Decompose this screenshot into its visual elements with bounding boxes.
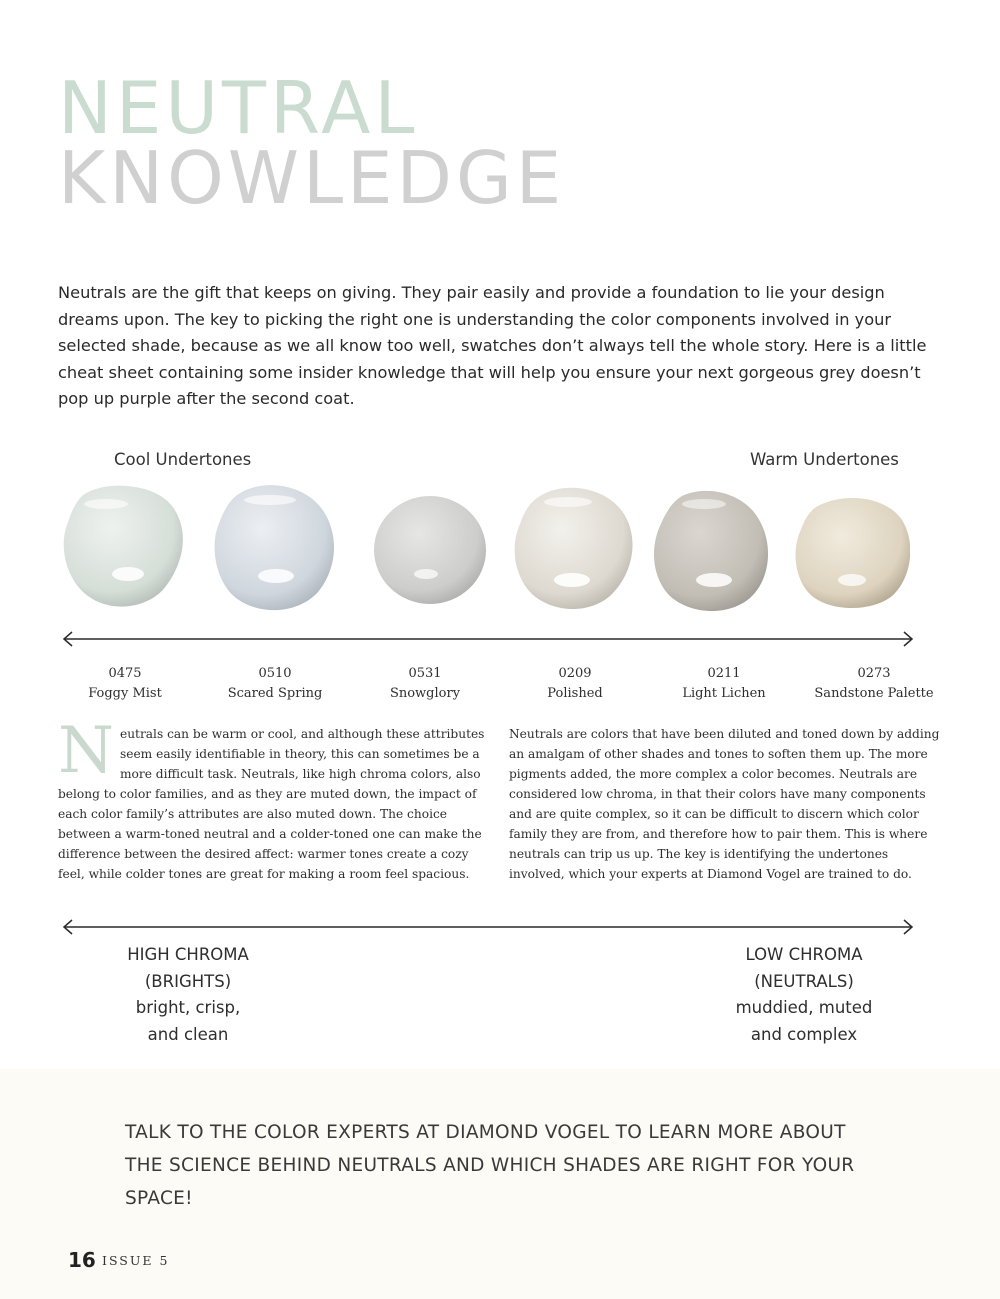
intro-paragraph: Neutrals are the gift that keeps on giving. They pair easily and provide a foundation to lie your design dreams upon. The key to picking the right one is understanding the color components involved in your selected shade, because as we all know too well, swatches don’t always tell the whole story. Here is a little cheat sheet containing some insider knowledge that will help you ensure your next gorgeous grey doesn’t pop up purple after the second coat. [58,283,927,408]
swatch-code: 0211 [707,666,741,681]
swatch-foggy-mist [62,482,188,612]
swatch-label-light-lichen [649,664,799,704]
issue-label: ISSUE 5 [102,1253,170,1268]
swatch-code: 0209 [558,666,592,681]
swatch-label-polished [500,664,650,704]
swatch-label-snowglory [350,664,500,704]
body-left-text: eutrals can be warm or cool, and although these attributes seem easily identifiable in theory, this can sometimes be a more difficult task. Neutrals, like high chroma colors, also belong to color families, and as they are muted down, the impact of each color family’s attributes are also muted down. The choice between a warm-toned neutral and a colder-toned one can make the difference between the desired affect: warmer tones create a cozy feel, while colder tones are great for making a room feel spacious. [58,727,485,881]
low-chroma-desc-1: muddied, muted [735,998,873,1017]
page-number: 16 [68,1248,96,1272]
call-to-action: TALK TO THE COLOR EXPERTS AT DIAMOND VOGEL TO LEARN MORE ABOUT THE SCIENCE BEHIND NEUTRALS AND WHICH SHADES ARE RIGHT FOR YOUR SPACE! [125,1122,855,1209]
swatch-label-sandstone-palette [799,664,949,704]
high-chroma-desc-1: bright, crisp, [135,998,241,1017]
swatch-name: Foggy Mist [88,686,162,701]
low-chroma-desc-2: and complex [750,1024,858,1044]
swatch-polished [512,484,638,614]
swatch-code: 0510 [258,666,292,681]
high-chroma-subtitle: (BRIGHTS) [144,971,232,991]
low-chroma-title: LOW CHROMA [745,945,863,964]
swatch-code: 0475 [108,666,142,681]
low-chroma-label [694,942,914,1048]
drop-cap: N [58,714,114,788]
swatch-light-lichen [652,488,770,614]
swatch-name: Sandstone Palette [814,686,934,701]
swatch-snowglory [372,494,488,606]
cool-undertones-label: Cool Undertones [114,450,252,469]
swatch-sandstone-palette [794,496,910,608]
swatch-label-scared-spring [200,664,350,704]
high-chroma-title: HIGH CHROMA [127,945,249,964]
swatch-scared-spring [212,482,338,614]
warm-undertones-label: Warm Undertones [750,450,899,469]
high-chroma-label [78,942,298,1048]
swatch-name: Polished [547,686,603,701]
low-chroma-subtitle: (NEUTRALS) [754,971,854,991]
swatch-name: Light Lichen [682,686,766,701]
swatch-name: Scared Spring [227,686,323,701]
undertone-arrow [62,631,914,647]
body-column-left [58,714,490,884]
page-title-line1: NEUTRAL [58,66,419,150]
swatch-code: 0273 [857,666,891,681]
body-column-right: Neutrals are colors that have been diluted and toned down by adding an amalgam of other shades and tones to soften them up. The more pigments added, the more complex a color becomes. Neutrals are considered low chroma, in that their colors have many components and are quite complex, so it can be difficult to discern which color family they are from, and therefore how to pair them. This is where neutrals can trip us up. The key is identifying the undertones involved, which your experts at Diamond Vogel are trained to do. [509,727,940,881]
page-title-line2: KNOWLEDGE [58,136,566,220]
chroma-arrow [62,919,914,935]
swatch-name: Snowglory [389,686,461,701]
high-chroma-desc-2: and clean [147,1024,229,1044]
swatch-label-foggy-mist [50,664,200,704]
swatch-code: 0531 [408,666,442,681]
